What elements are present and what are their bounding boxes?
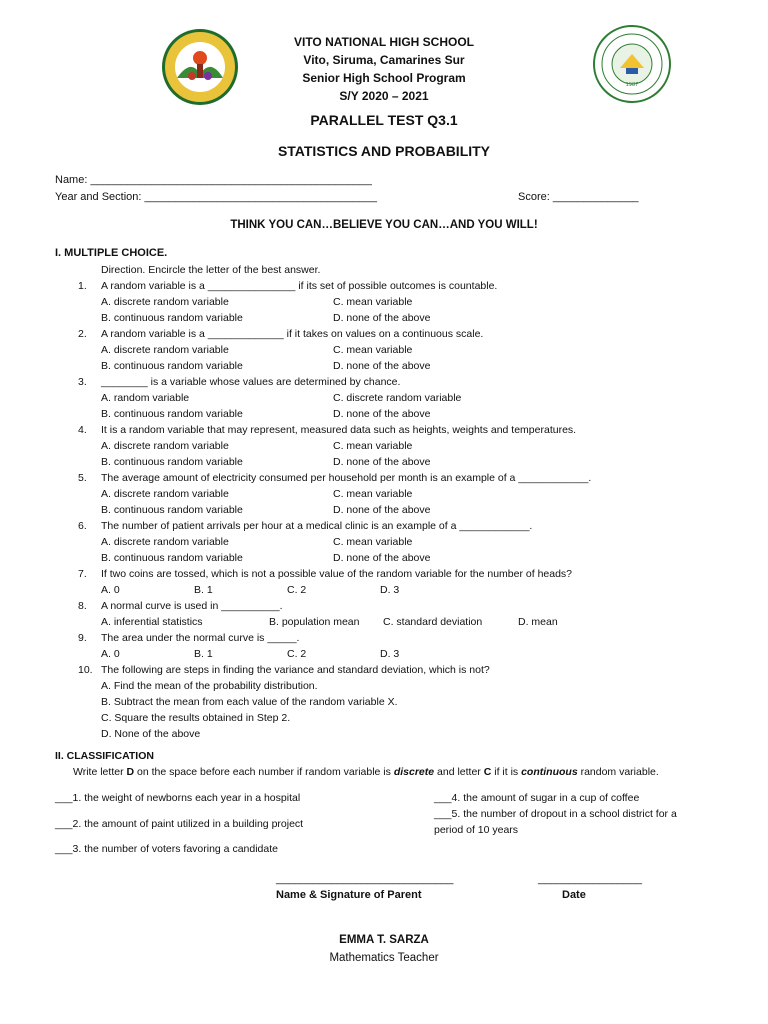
question-text: A random variable is a _______________ if its set of possible outcomes is countable.: [101, 280, 498, 292]
teacher-title: Mathematics Teacher: [329, 952, 439, 964]
option-b: B. continuous random variable: [101, 360, 243, 372]
option-c: C. Square the results obtained in Step 2.: [101, 712, 291, 724]
option-c: C. 2: [287, 648, 307, 660]
option-c: C. mean variable: [333, 488, 413, 500]
question-text: The area under the normal curve is _____.: [101, 632, 300, 644]
option-c: C. mean variable: [333, 344, 413, 356]
year-section-field: Year and Section: ______________________________________: [55, 191, 377, 203]
question-number: 1.: [78, 280, 87, 292]
question-text: ________ is a variable whose values are determined by chance.: [101, 376, 401, 388]
option-b: B. 1: [194, 648, 213, 660]
option-a: A. 0: [101, 648, 120, 660]
option-a: A. 0: [101, 584, 120, 596]
option-b: B. continuous random variable: [101, 408, 243, 420]
question-text: A random variable is a _____________ if it takes on values on a continuous scale.: [101, 328, 484, 340]
option-d: D. none of the above: [333, 312, 431, 324]
question-number: 10.: [78, 664, 93, 676]
option-c: C. 2: [287, 584, 307, 596]
question-text: The average amount of electricity consumed per household per month is an example of a ____________.: [101, 472, 592, 484]
classification-item: ___3. the number of voters favoring a candidate: [55, 843, 278, 855]
option-b: B. continuous random variable: [101, 552, 243, 564]
option-d: D. 3: [380, 648, 400, 660]
option-d: D. none of the above: [333, 360, 431, 372]
option-d: D. none of the above: [333, 456, 431, 468]
question-number: 8.: [78, 600, 87, 612]
question-text: The following are steps in finding the variance and standard deviation, which is not?: [101, 664, 490, 676]
date-label: Date: [562, 889, 586, 901]
parent-signature-label: Name & Signature of Parent: [276, 889, 422, 901]
option-d: D. None of the above: [101, 728, 201, 740]
motto: THINK YOU CAN…BELIEVE YOU CAN…AND YOU WILL!: [230, 219, 538, 231]
classification-item: ___1. the weight of newborns each year in a hospital: [55, 792, 301, 804]
option-c: C. mean variable: [333, 296, 413, 308]
option-a: A. discrete random variable: [101, 536, 229, 548]
option-b: B. population mean: [269, 616, 360, 628]
option-a: A. discrete random variable: [101, 488, 229, 500]
school-name: VITO NATIONAL HIGH SCHOOL: [293, 35, 474, 49]
option-b: B. continuous random variable: [101, 312, 243, 324]
parent-signature-line: _____________________________: [276, 873, 454, 885]
option-b: B. Subtract the mean from each value of the random variable X.: [101, 696, 398, 708]
name-field: Name: ______________________________________________: [55, 174, 372, 186]
school-address: Vito, Siruma, Camarines Sur: [303, 53, 465, 67]
teacher-name: EMMA T. SARZA: [339, 934, 429, 946]
question-number: 5.: [78, 472, 87, 484]
part1-heading: I. MULTIPLE CHOICE.: [55, 247, 168, 259]
option-d: D. none of the above: [333, 504, 431, 516]
option-c: C. standard deviation: [383, 616, 483, 628]
option-c: C. mean variable: [333, 536, 413, 548]
option-a: A. Find the mean of the probability distribution.: [101, 680, 318, 692]
option-d: D. none of the above: [333, 408, 431, 420]
option-d: D. mean: [518, 616, 558, 628]
question-number: 2.: [78, 328, 87, 340]
part1-direction: Direction. Encircle the letter of the best answer.: [101, 264, 321, 276]
option-b: B. 1: [194, 584, 213, 596]
option-c: C. discrete random variable: [333, 392, 462, 404]
option-b: B. continuous random variable: [101, 456, 243, 468]
classification-item: ___2. the amount of paint utilized in a building project: [55, 818, 304, 830]
option-d: D. none of the above: [333, 552, 431, 564]
part2-instructions: Write letter D on the space before each number if random variable is discrete and letter C if it is continuous random variable.: [73, 766, 659, 778]
question-text: The number of patient arrivals per hour at a medical clinic is an example of a ____________.: [101, 520, 533, 532]
question-number: 6.: [78, 520, 87, 532]
question-text: It is a random variable that may represent, measured data such as heights, weights and temperatures.: [101, 424, 577, 436]
question-number: 3.: [78, 376, 87, 388]
school-program: Senior High School Program: [302, 71, 466, 85]
score-field: Score: ______________: [518, 191, 639, 203]
option-a: A. discrete random variable: [101, 296, 229, 308]
test-title: PARALLEL TEST Q3.1: [310, 112, 458, 128]
question-number: 4.: [78, 424, 87, 436]
svg-text:1987: 1987: [625, 82, 639, 88]
subject-title: STATISTICS AND PROBABILITY: [277, 143, 491, 159]
part2-heading: II. CLASSIFICATION: [55, 750, 154, 762]
option-b: B. continuous random variable: [101, 504, 243, 516]
classification-item: ___5. the number of dropout in a school district for a: [434, 808, 677, 820]
option-a: A. random variable: [101, 392, 190, 404]
classification-item-continued: period of 10 years: [434, 824, 519, 836]
option-d: D. 3: [380, 584, 400, 596]
question-text: A normal curve is used in __________.: [101, 600, 283, 612]
option-a: A. inferential statistics: [101, 616, 203, 628]
option-a: A. discrete random variable: [101, 344, 229, 356]
question-number: 9.: [78, 632, 87, 644]
classification-item: ___4. the amount of sugar in a cup of coffee: [434, 792, 640, 804]
question-number: 7.: [78, 568, 87, 580]
option-c: C. mean variable: [333, 440, 413, 452]
question-text: If two coins are tossed, which is not a possible value of the random variable for the number of heads?: [101, 568, 573, 580]
school-year: S/Y 2020 – 2021: [339, 89, 429, 103]
date-line: _________________: [538, 873, 643, 885]
option-a: A. discrete random variable: [101, 440, 229, 452]
